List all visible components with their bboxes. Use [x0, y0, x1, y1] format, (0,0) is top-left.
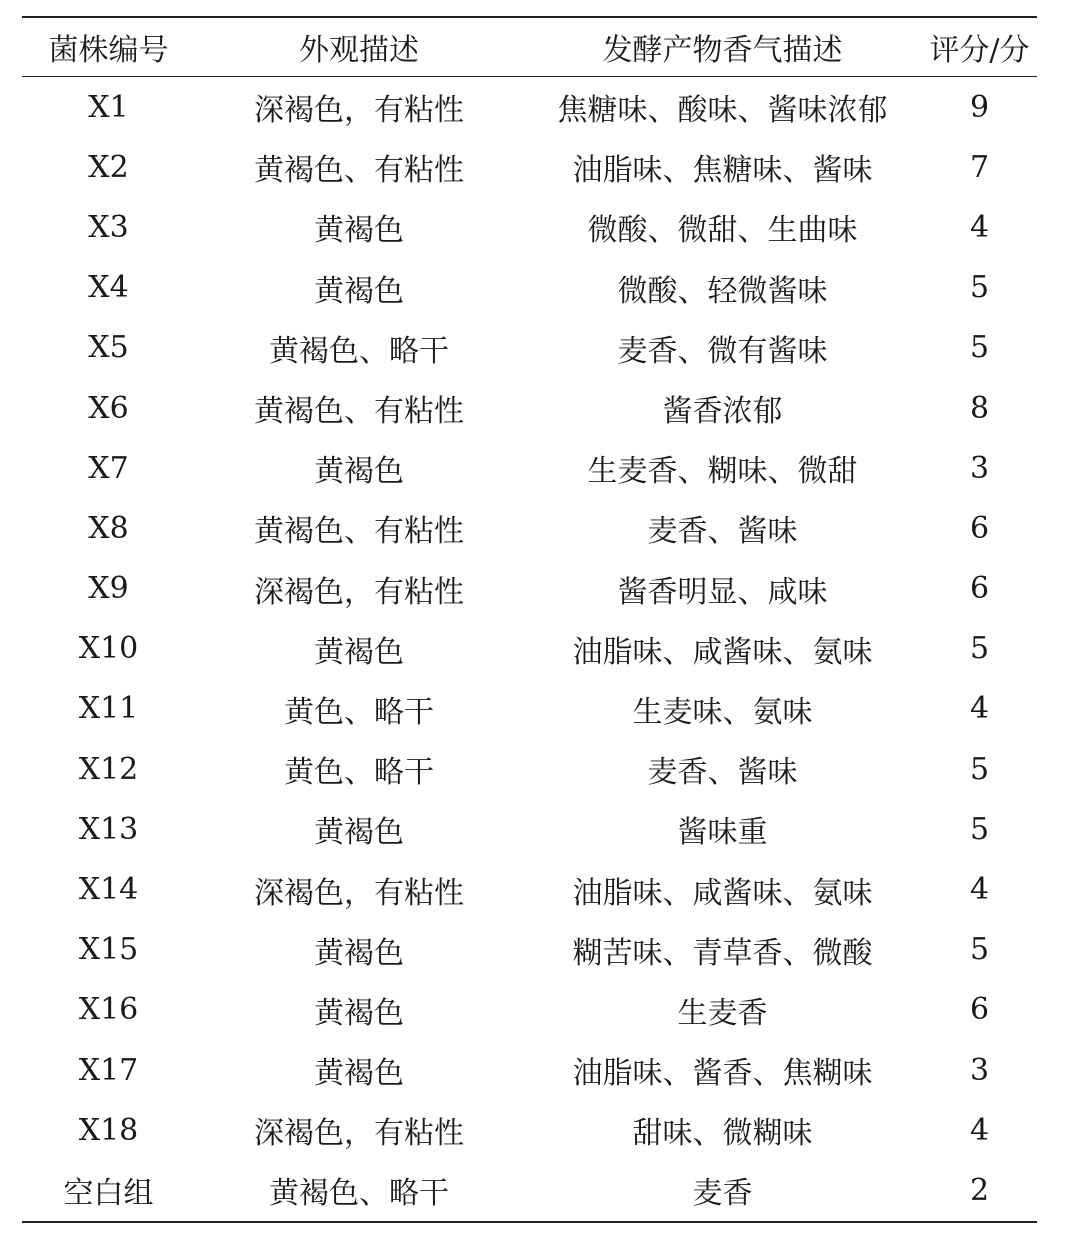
cell-appearance: 黄褐色、略干 [269, 333, 449, 369]
cell-appearance: 黄褐色 [314, 273, 404, 309]
cell-strain-id: X6 [88, 390, 129, 426]
cell-appearance: 黄褐色 [314, 995, 404, 1031]
header-aroma: 发酵产物香气描述 [602, 33, 843, 68]
table-row [22, 559, 1037, 619]
table-body [22, 77, 1037, 1222]
cell-strain-id: X13 [78, 811, 139, 847]
cell-strain-id: X16 [78, 992, 139, 1028]
cell-score: 3 [969, 450, 990, 486]
cell-appearance: 黄色、略干 [284, 755, 434, 791]
cell-strain-id: X3 [88, 209, 129, 245]
cell-strain-id: X15 [78, 932, 139, 968]
cell-appearance: 黄褐色、有粘性 [254, 153, 464, 189]
table-row [22, 197, 1037, 257]
table-row [22, 318, 1037, 378]
table-row [22, 980, 1037, 1040]
table-row [22, 378, 1037, 438]
cell-appearance: 黄褐色 [314, 454, 404, 490]
cell-aroma: 生麦味、氨味 [632, 694, 813, 730]
cell-score: 6 [969, 992, 990, 1028]
cell-appearance: 黄褐色 [314, 815, 404, 851]
cell-appearance: 深褐色，有粘性 [254, 93, 464, 129]
cell-aroma: 微酸、轻微酱味 [617, 273, 828, 309]
cell-aroma: 油脂味、咸酱味、氨味 [572, 875, 873, 911]
cell-aroma: 油脂味、酱香、焦糊味 [572, 1056, 873, 1092]
table-row [22, 739, 1037, 799]
table-row [22, 859, 1037, 919]
header-strain-id: 菌株编号 [48, 33, 169, 68]
cell-strain-id: X7 [88, 450, 129, 486]
cell-strain-id: X12 [78, 751, 139, 787]
cell-score: 5 [969, 811, 990, 847]
cell-aroma: 麦香、酱味 [647, 514, 798, 550]
table-row [22, 799, 1037, 859]
cell-aroma: 酱味重 [677, 815, 768, 851]
cell-strain-id: 空白组 [63, 1176, 154, 1212]
cell-strain-id: X14 [78, 872, 139, 908]
cell-aroma: 焦糖味、酸味、酱味浓郁 [557, 93, 888, 129]
cell-appearance: 深褐色，有粘性 [254, 875, 464, 911]
table-header-row [22, 17, 1037, 77]
cell-strain-id: X5 [88, 330, 129, 366]
table-row [22, 619, 1037, 679]
table-row [22, 920, 1037, 980]
table-row [22, 137, 1037, 197]
cell-aroma: 麦香 [692, 1176, 753, 1212]
cell-strain-id: X9 [88, 571, 129, 607]
header-appearance: 外观描述 [299, 33, 419, 68]
cell-score: 5 [969, 330, 990, 366]
cell-appearance: 黄褐色 [314, 634, 404, 670]
cell-score: 4 [969, 209, 990, 245]
table-row [22, 498, 1037, 558]
cell-score: 7 [969, 149, 990, 185]
table-row [22, 77, 1037, 138]
cell-score: 5 [969, 932, 990, 968]
table-row [22, 438, 1037, 498]
cell-score: 9 [969, 89, 990, 125]
cell-aroma: 麦香、微有酱味 [617, 333, 828, 369]
strain-table [22, 16, 1037, 1223]
cell-aroma: 生麦香 [677, 995, 768, 1031]
cell-aroma: 糊苦味、青草香、微酸 [572, 935, 873, 971]
cell-strain-id: X11 [78, 691, 139, 727]
table-row [22, 1040, 1037, 1100]
cell-score: 5 [969, 751, 990, 787]
cell-appearance: 深褐色，有粘性 [254, 574, 464, 610]
cell-score: 6 [969, 571, 990, 607]
cell-aroma: 油脂味、咸酱味、氨味 [572, 634, 873, 670]
cell-score: 4 [969, 691, 990, 727]
cell-appearance: 黄色、略干 [284, 694, 434, 730]
cell-aroma: 微酸、微甜、生曲味 [587, 213, 858, 249]
cell-score: 8 [969, 390, 990, 426]
cell-score: 4 [969, 872, 990, 908]
cell-strain-id: X17 [78, 1052, 139, 1088]
cell-appearance: 黄褐色、有粘性 [254, 514, 464, 550]
cell-appearance: 黄褐色 [314, 213, 404, 249]
cell-strain-id: X18 [78, 1112, 139, 1148]
cell-score: 4 [969, 1112, 990, 1148]
cell-score: 5 [969, 631, 990, 667]
header-score: 评分/分 [929, 33, 1030, 68]
cell-appearance: 黄褐色、略干 [269, 1176, 449, 1212]
cell-appearance: 黄褐色、有粘性 [254, 394, 464, 430]
cell-appearance: 深褐色，有粘性 [254, 1116, 464, 1152]
cell-score: 2 [969, 1172, 990, 1208]
cell-score: 3 [969, 1052, 990, 1088]
cell-strain-id: X8 [88, 510, 129, 546]
table-row [22, 679, 1037, 739]
cell-score: 5 [969, 270, 990, 306]
cell-aroma: 甜味、微糊味 [632, 1116, 813, 1152]
cell-aroma: 油脂味、焦糖味、酱味 [572, 153, 873, 189]
cell-aroma: 生麦香、糊味、微甜 [587, 454, 858, 490]
cell-score: 6 [969, 510, 990, 546]
cell-aroma: 酱香浓郁 [662, 394, 783, 430]
cell-appearance: 黄褐色 [314, 1056, 404, 1092]
table-row [22, 1100, 1037, 1160]
table-row [22, 1160, 1037, 1221]
cell-strain-id: X1 [88, 89, 129, 125]
cell-aroma: 麦香、酱味 [647, 755, 798, 791]
cell-strain-id: X4 [88, 270, 129, 306]
cell-strain-id: X2 [88, 149, 129, 185]
table-row [22, 258, 1037, 318]
cell-aroma: 酱香明显、咸味 [617, 574, 828, 610]
cell-strain-id: X10 [78, 631, 139, 667]
cell-appearance: 黄褐色 [314, 935, 404, 971]
